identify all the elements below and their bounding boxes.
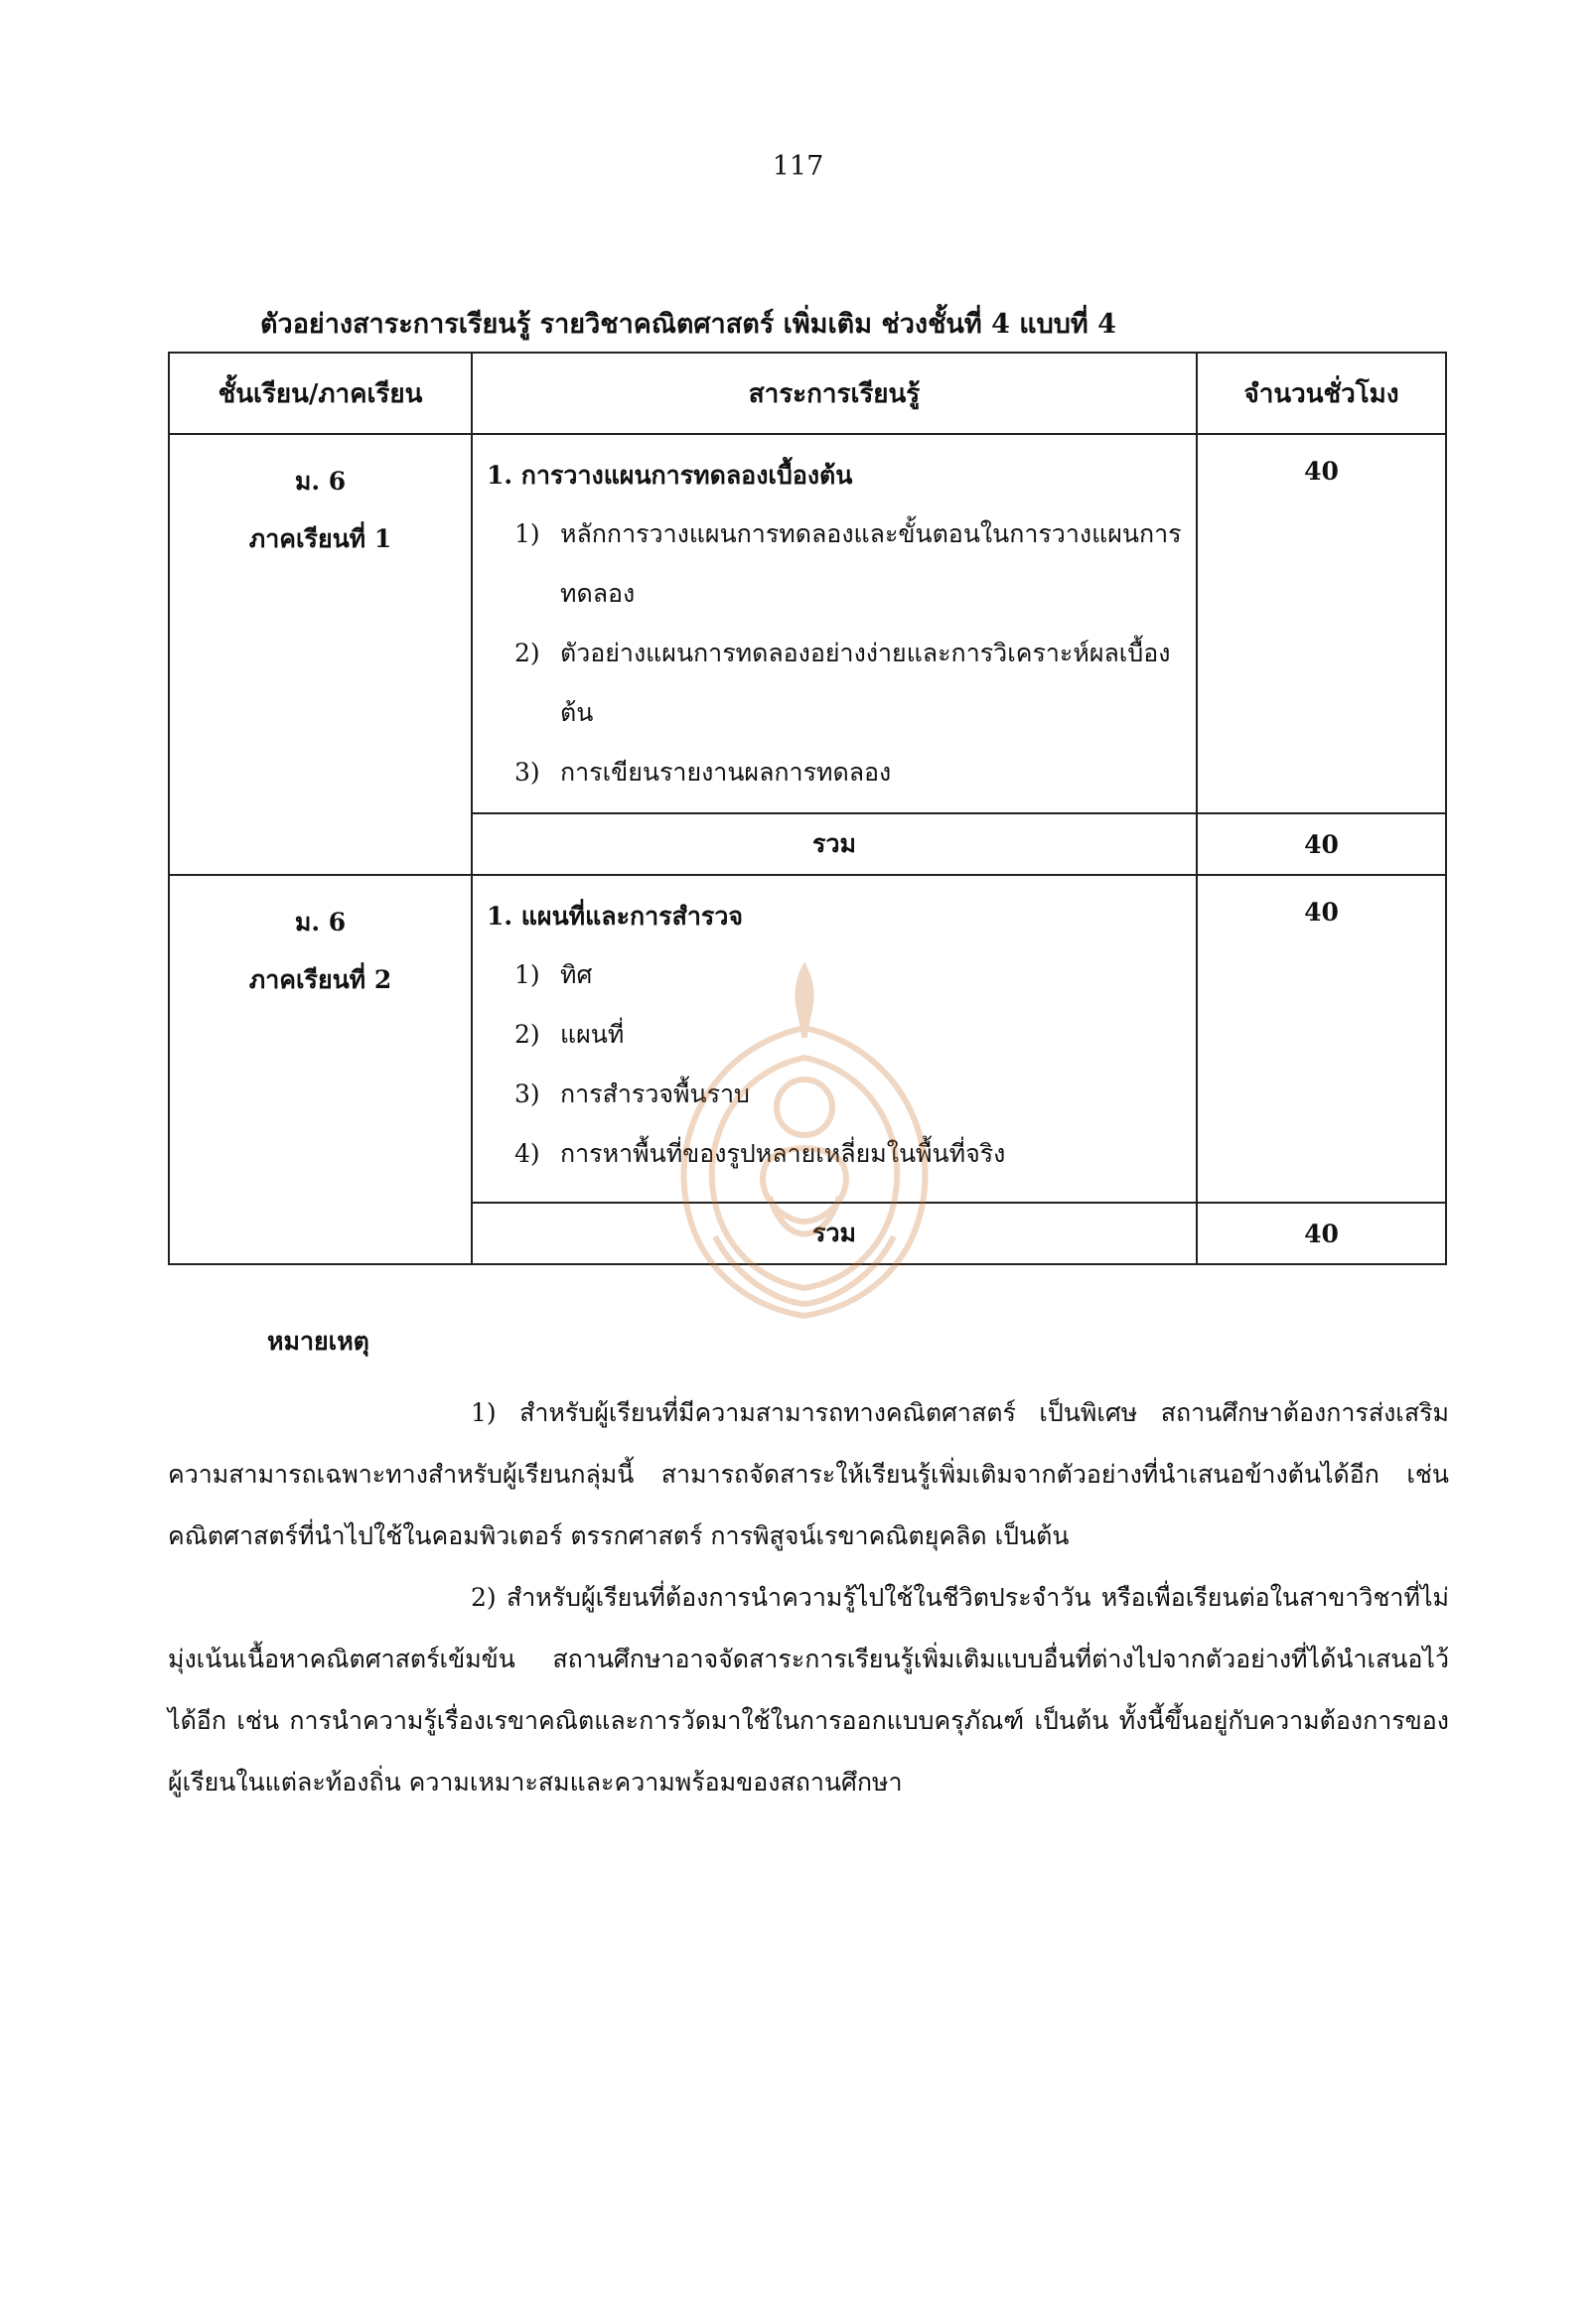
- table-header-row: [169, 353, 1446, 434]
- list-item: [487, 624, 1182, 743]
- hours-cell: 40: [1197, 875, 1446, 1203]
- item-number: 1): [514, 960, 540, 989]
- notes-section: [168, 1311, 1449, 1813]
- item-number: 2): [514, 639, 540, 667]
- item-text: การหาพื้นที่ของรูปหลายเหลี่ยมในพื้นที่จริง: [560, 1139, 1006, 1168]
- list-item: [487, 945, 1182, 1005]
- term-label: ภาคเรียนที่ 1: [248, 524, 392, 553]
- topic-title: 1. การวางแผนการทดลองเบื้องต้น: [487, 461, 853, 490]
- header-hours: จำนวนชั่วโมง: [1197, 353, 1446, 434]
- note-paragraph: 2) สำหรับผู้เรียนที่ต้องการนำความรู้ไปใช้ในชีวิตประจำวัน หรือเพื่อเรียนต่อในสาขาวิชาที่ไม่มุ่งเน้นเนื้อหาคณิตศาสตร์เข้มข้น สถานศึกษาอาจจัดสาระการเรียนรู้เพิ่มเติมแบบอื่นที่ต่างไปจากตัวอย่างที่ได้นำเสนอไว้ ได้อีก เช่น การนำความรู้เรื่องเรขาคณิตและการวัดมาใช้ในการออกแบบครุภัณฑ์ เป็นต้น ทั้งนี้ขึ้นอยู่กับความต้องการของผู้เรียนในแต่ละท้องถิ่น ความเหมาะสมและความพร้อมของสถานศึกษา: [168, 1583, 1449, 1797]
- header-content: สาระการเรียนรู้: [472, 353, 1197, 434]
- notes-heading: หมายเหตุ: [267, 1327, 369, 1356]
- content-cell: [472, 434, 1197, 813]
- grade-label: ม. 6: [294, 467, 347, 496]
- item-text: ทิศ: [560, 960, 593, 989]
- term-label: ภาคเรียนที่ 2: [248, 965, 392, 994]
- page-number: 117: [772, 151, 824, 182]
- item-text: แผนที่: [560, 1020, 625, 1049]
- table-row: [169, 434, 1446, 813]
- table-row: [169, 875, 1446, 1203]
- item-number: 3): [514, 1080, 540, 1108]
- list-item: [487, 743, 1182, 802]
- item-text: หลักการวางแผนการทดลองและขั้นตอนในการวางแผนการทดลอง: [560, 519, 1182, 608]
- total-hours: 40: [1197, 1203, 1446, 1264]
- list-item: [487, 504, 1182, 624]
- item-number: 4): [514, 1139, 540, 1168]
- item-number: 3): [514, 758, 540, 787]
- grade-label: ม. 6: [294, 908, 347, 936]
- item-text: การสำรวจพื้นราบ: [560, 1080, 750, 1108]
- table-title: ตัวอย่างสาระการเรียนรู้ รายวิชาคณิตศาสตร์ เพิ่มเติม ช่วงชั้นที่ 4 แบบที่ 4: [260, 309, 1116, 340]
- grade-cell: [169, 875, 472, 1264]
- hours-cell: 40: [1197, 434, 1446, 813]
- header-grade: ชั้นเรียน/ภาคเรียน: [169, 353, 472, 434]
- curriculum-table: [168, 352, 1447, 1265]
- note-paragraph: 1) สำหรับผู้เรียนที่มีความสามารถทางคณิตศาสตร์ เป็นพิเศษ สถานศึกษาต้องการส่งเสริมความสามารถเฉพาะทางสำหรับผู้เรียนกลุ่มนี้ สามารถจัดสาระให้เรียนรู้เพิ่มเติมจากตัวอย่างที่นำเสนอข้างต้นได้อีก เช่น คณิตศาสตร์ที่นำไปใช้ในคอมพิวเตอร์ ตรรกศาสตร์ การพิสูจน์เรขาคณิตยุคลิด เป็นต้น: [168, 1398, 1449, 1550]
- total-label: รวม: [472, 1203, 1197, 1264]
- total-hours: 40: [1197, 813, 1446, 875]
- grade-cell: [169, 434, 472, 875]
- item-number: 2): [514, 1020, 540, 1049]
- content-cell: [472, 875, 1197, 1203]
- list-item: [487, 1065, 1182, 1124]
- total-label: รวม: [472, 813, 1197, 875]
- list-item: [487, 1005, 1182, 1065]
- item-number: 1): [514, 519, 540, 548]
- list-item: [487, 1124, 1182, 1184]
- topic-title: 1. แผนที่และการสำรวจ: [487, 902, 744, 931]
- item-text: ตัวอย่างแผนการทดลองอย่างง่ายและการวิเคราะห์ผลเบื้องต้น: [560, 639, 1171, 727]
- item-text: การเขียนรายงานผลการทดลอง: [560, 758, 892, 787]
